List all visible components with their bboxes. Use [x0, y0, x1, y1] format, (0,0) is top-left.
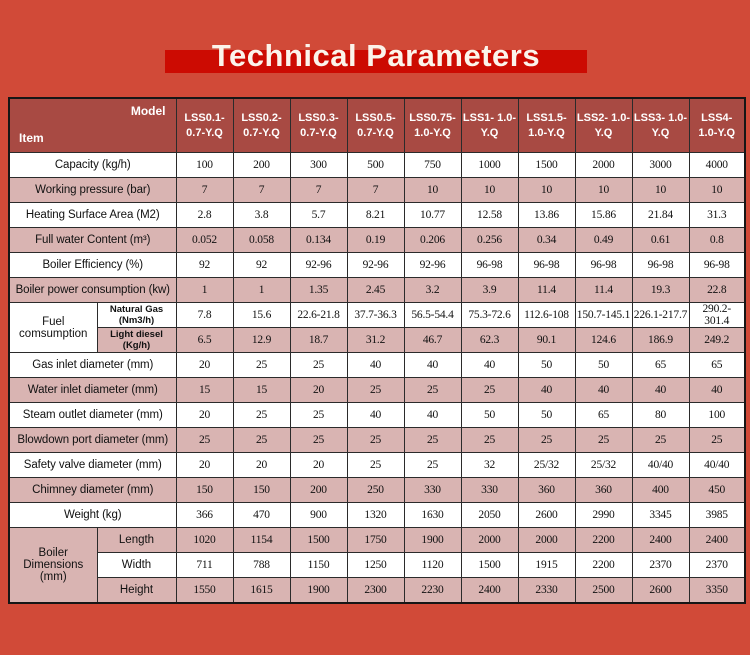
table-cell: 25/32 — [575, 453, 632, 478]
group-row-label: Boiler Dimensions (mm) — [9, 528, 97, 604]
table-cell: 1615 — [233, 578, 290, 604]
sub-row-label: Height — [97, 578, 176, 604]
table-cell: 15 — [176, 378, 233, 403]
header-row — [9, 98, 745, 153]
table-cell: 186.9 — [632, 328, 689, 353]
column-header: LSS0.3- 0.7-Y.Q — [290, 98, 347, 153]
table-cell: 92 — [233, 253, 290, 278]
table-cell: 1900 — [404, 528, 461, 553]
table-cell: 7 — [290, 178, 347, 203]
table-cell: 0.8 — [689, 228, 745, 253]
table-cell: 2500 — [575, 578, 632, 604]
row-label: Chimney diameter (mm) — [9, 478, 176, 503]
table-cell: 0.206 — [404, 228, 461, 253]
table-cell: 226.1-217.7 — [632, 303, 689, 328]
table-cell: 1750 — [347, 528, 404, 553]
table-row — [9, 353, 745, 378]
table-cell: 1000 — [461, 153, 518, 178]
table-cell: 112.6-108 — [518, 303, 575, 328]
table-cell: 25 — [632, 428, 689, 453]
table-cell: 50 — [518, 353, 575, 378]
table-cell: 25 — [347, 378, 404, 403]
table-cell: 2370 — [689, 553, 745, 578]
table-cell: 25 — [233, 403, 290, 428]
table-cell: 20 — [290, 378, 347, 403]
table-cell: 75.3-72.6 — [461, 303, 518, 328]
table-cell: 21.84 — [632, 203, 689, 228]
table-row — [9, 453, 745, 478]
table-cell: 470 — [233, 503, 290, 528]
table-cell: 2300 — [347, 578, 404, 604]
table-cell: 25 — [461, 428, 518, 453]
table-cell: 2600 — [632, 578, 689, 604]
table-cell: 249.2 — [689, 328, 745, 353]
table-cell: 1 — [233, 278, 290, 303]
page-title: Technical Parameters — [211, 38, 541, 73]
table-cell: 25 — [575, 428, 632, 453]
table-cell: 2000 — [461, 528, 518, 553]
table-cell: 2400 — [461, 578, 518, 604]
table-cell: 400 — [632, 478, 689, 503]
corner-model-label: Model — [130, 104, 166, 118]
table-cell: 40 — [518, 378, 575, 403]
table-cell: 150 — [176, 478, 233, 503]
table-cell: 15.6 — [233, 303, 290, 328]
table-cell: 40 — [347, 353, 404, 378]
table-cell: 200 — [290, 478, 347, 503]
table-cell: 20 — [176, 453, 233, 478]
table-cell: 25 — [347, 428, 404, 453]
table-cell: 25 — [176, 428, 233, 453]
table-cell: 1630 — [404, 503, 461, 528]
table-cell: 788 — [233, 553, 290, 578]
table-cell: 1154 — [233, 528, 290, 553]
table-cell: 450 — [689, 478, 745, 503]
table-cell: 1915 — [518, 553, 575, 578]
table-cell: 1500 — [290, 528, 347, 553]
table-cell: 7 — [347, 178, 404, 203]
table-cell: 5.7 — [290, 203, 347, 228]
row-label: Water inlet diameter (mm) — [9, 378, 176, 403]
table-cell: 12.9 — [233, 328, 290, 353]
table-cell: 25 — [290, 403, 347, 428]
table-cell: 25 — [689, 428, 745, 453]
table-cell: 25 — [290, 353, 347, 378]
table-cell: 7.8 — [176, 303, 233, 328]
table-cell: 2400 — [632, 528, 689, 553]
table-cell: 3.2 — [404, 278, 461, 303]
table-cell: 25 — [518, 428, 575, 453]
table-cell: 31.2 — [347, 328, 404, 353]
table-cell: 25 — [347, 453, 404, 478]
table-cell: 92 — [176, 253, 233, 278]
table-cell: 65 — [575, 403, 632, 428]
table-cell: 2330 — [518, 578, 575, 604]
table-cell: 40 — [404, 353, 461, 378]
table-row — [9, 478, 745, 503]
table-cell: 40/40 — [689, 453, 745, 478]
column-header: LSS2- 1.0-Y.Q — [575, 98, 632, 153]
table-cell: 11.4 — [575, 278, 632, 303]
table-row — [9, 328, 745, 353]
table-cell: 96-98 — [689, 253, 745, 278]
table-cell: 3.8 — [233, 203, 290, 228]
sub-row-label: Light diesel (Kg/h) — [97, 328, 176, 353]
column-header: LSS4- 1.0-Y.Q — [689, 98, 745, 153]
table-cell: 3.9 — [461, 278, 518, 303]
table-cell: 1.35 — [290, 278, 347, 303]
table-cell: 200 — [233, 153, 290, 178]
table-cell: 1550 — [176, 578, 233, 604]
row-label: Safety valve diameter (mm) — [9, 453, 176, 478]
table-cell: 96-98 — [575, 253, 632, 278]
table-cell: 20 — [176, 353, 233, 378]
table-cell: 50 — [518, 403, 575, 428]
table-cell: 25 — [290, 428, 347, 453]
table-cell: 2230 — [404, 578, 461, 604]
table-cell: 96-98 — [518, 253, 575, 278]
table-cell: 0.052 — [176, 228, 233, 253]
table-cell: 100 — [689, 403, 745, 428]
table-cell: 10 — [575, 178, 632, 203]
table-cell: 56.5-54.4 — [404, 303, 461, 328]
table-cell: 330 — [461, 478, 518, 503]
table-cell: 25/32 — [518, 453, 575, 478]
table-cell: 80 — [632, 403, 689, 428]
table-cell: 25 — [233, 428, 290, 453]
table-cell: 92-96 — [290, 253, 347, 278]
table-cell: 1250 — [347, 553, 404, 578]
table-cell: 40 — [689, 378, 745, 403]
row-label: Gas inlet diameter (mm) — [9, 353, 176, 378]
table-cell: 65 — [689, 353, 745, 378]
sub-row-label: Natural Gas (Nm3/h) — [97, 303, 176, 328]
table-cell: 12.58 — [461, 203, 518, 228]
table-cell: 19.3 — [632, 278, 689, 303]
table-cell: 2200 — [575, 528, 632, 553]
table-cell: 3985 — [689, 503, 745, 528]
table-cell: 7 — [233, 178, 290, 203]
table-cell: 40 — [632, 378, 689, 403]
sub-row-label: Length — [97, 528, 176, 553]
table-cell: 90.1 — [518, 328, 575, 353]
table-cell: 0.34 — [518, 228, 575, 253]
column-header: LSS0.2- 0.7-Y.Q — [233, 98, 290, 153]
table-cell: 7 — [176, 178, 233, 203]
table-cell: 20 — [290, 453, 347, 478]
table-row — [9, 303, 745, 328]
table-cell: 10.77 — [404, 203, 461, 228]
table-cell: 25 — [404, 428, 461, 453]
table-cell: 10 — [461, 178, 518, 203]
table-cell: 1500 — [461, 553, 518, 578]
corner-item-label: Item — [19, 131, 44, 145]
table-cell: 1120 — [404, 553, 461, 578]
table-cell: 1 — [176, 278, 233, 303]
table-cell: 40 — [347, 403, 404, 428]
parameters-table-container — [8, 97, 746, 604]
table-row — [9, 228, 745, 253]
row-label: Working pressure (bar) — [9, 178, 176, 203]
table-cell: 2050 — [461, 503, 518, 528]
table-cell: 0.49 — [575, 228, 632, 253]
row-label: Weight (kg) — [9, 503, 176, 528]
row-label: Boiler power consumption (kw) — [9, 278, 176, 303]
table-row — [9, 378, 745, 403]
table-cell: 366 — [176, 503, 233, 528]
table-cell: 150.7-145.1 — [575, 303, 632, 328]
table-cell: 711 — [176, 553, 233, 578]
table-cell: 3350 — [689, 578, 745, 604]
table-cell: 11.4 — [518, 278, 575, 303]
corner-header-cell — [9, 98, 176, 153]
table-cell: 37.7-36.3 — [347, 303, 404, 328]
table-cell: 2000 — [518, 528, 575, 553]
table-cell: 360 — [518, 478, 575, 503]
table-cell: 1320 — [347, 503, 404, 528]
table-cell: 40 — [575, 378, 632, 403]
table-cell: 900 — [290, 503, 347, 528]
table-cell: 10 — [632, 178, 689, 203]
table-cell: 2.8 — [176, 203, 233, 228]
table-cell: 22.6-21.8 — [290, 303, 347, 328]
table-cell: 20 — [233, 453, 290, 478]
table-cell: 1900 — [290, 578, 347, 604]
table-cell: 2200 — [575, 553, 632, 578]
table-cell: 330 — [404, 478, 461, 503]
row-label: Blowdown port diameter (mm) — [9, 428, 176, 453]
table-row — [9, 428, 745, 453]
table-body — [9, 153, 745, 604]
table-cell: 65 — [632, 353, 689, 378]
column-header: LSS0.75- 1.0-Y.Q — [404, 98, 461, 153]
table-cell: 150 — [233, 478, 290, 503]
title-banner — [165, 38, 587, 73]
column-header: LSS3- 1.0-Y.Q — [632, 98, 689, 153]
table-cell: 124.6 — [575, 328, 632, 353]
table-cell: 18.7 — [290, 328, 347, 353]
table-cell: 2370 — [632, 553, 689, 578]
table-cell: 3000 — [632, 153, 689, 178]
table-cell: 0.256 — [461, 228, 518, 253]
table-cell: 4000 — [689, 153, 745, 178]
table-cell: 40 — [404, 403, 461, 428]
table-cell: 100 — [176, 153, 233, 178]
table-cell: 2.45 — [347, 278, 404, 303]
table-cell: 300 — [290, 153, 347, 178]
table-row — [9, 153, 745, 178]
table-row — [9, 178, 745, 203]
table-cell: 1500 — [518, 153, 575, 178]
table-cell: 750 — [404, 153, 461, 178]
table-cell: 0.61 — [632, 228, 689, 253]
table-cell: 25 — [233, 353, 290, 378]
table-cell: 50 — [575, 353, 632, 378]
row-label: Steam outlet diameter (mm) — [9, 403, 176, 428]
table-cell: 10 — [404, 178, 461, 203]
row-label: Full water Content (m³) — [9, 228, 176, 253]
table-row — [9, 253, 745, 278]
table-row — [9, 503, 745, 528]
row-label: Heating Surface Area (M2) — [9, 203, 176, 228]
table-cell: 62.3 — [461, 328, 518, 353]
table-cell: 46.7 — [404, 328, 461, 353]
table-row — [9, 203, 745, 228]
table-row — [9, 578, 745, 604]
table-cell: 500 — [347, 153, 404, 178]
table-cell: 10 — [518, 178, 575, 203]
table-cell: 96-98 — [461, 253, 518, 278]
row-label: Boiler Efficiency (%) — [9, 253, 176, 278]
table-cell: 13.86 — [518, 203, 575, 228]
column-header: LSS0.1- 0.7-Y.Q — [176, 98, 233, 153]
column-header: LSS1- 1.0-Y.Q — [461, 98, 518, 153]
table-cell: 25 — [404, 453, 461, 478]
table-cell: 250 — [347, 478, 404, 503]
table-cell: 50 — [461, 403, 518, 428]
table-cell: 22.8 — [689, 278, 745, 303]
table-cell: 8.21 — [347, 203, 404, 228]
table-cell: 15 — [233, 378, 290, 403]
table-cell: 2600 — [518, 503, 575, 528]
table-cell: 0.058 — [233, 228, 290, 253]
table-cell: 0.134 — [290, 228, 347, 253]
table-cell: 2400 — [689, 528, 745, 553]
sub-row-label: Width — [97, 553, 176, 578]
technical-parameters-table — [8, 97, 746, 604]
table-cell: 25 — [461, 378, 518, 403]
group-row-label: Fuel comsumption — [9, 303, 97, 353]
table-row — [9, 528, 745, 553]
table-row — [9, 403, 745, 428]
table-row — [9, 278, 745, 303]
table-cell: 31.3 — [689, 203, 745, 228]
table-cell: 40/40 — [632, 453, 689, 478]
table-cell: 15.86 — [575, 203, 632, 228]
table-cell: 1020 — [176, 528, 233, 553]
table-cell: 360 — [575, 478, 632, 503]
column-header: LSS1.5- 1.0-Y.Q — [518, 98, 575, 153]
table-cell: 96-98 — [632, 253, 689, 278]
table-cell: 6.5 — [176, 328, 233, 353]
table-cell: 40 — [461, 353, 518, 378]
table-cell: 92-96 — [347, 253, 404, 278]
table-cell: 20 — [176, 403, 233, 428]
table-cell: 92-96 — [404, 253, 461, 278]
table-cell: 10 — [689, 178, 745, 203]
column-header: LSS0.5- 0.7-Y.Q — [347, 98, 404, 153]
table-cell: 2000 — [575, 153, 632, 178]
table-cell: 1150 — [290, 553, 347, 578]
table-row — [9, 553, 745, 578]
table-cell: 3345 — [632, 503, 689, 528]
table-cell: 2990 — [575, 503, 632, 528]
table-cell: 0.19 — [347, 228, 404, 253]
table-cell: 32 — [461, 453, 518, 478]
row-label: Capacity (kg/h) — [9, 153, 176, 178]
table-cell: 290.2-301.4 — [689, 303, 745, 328]
table-cell: 25 — [404, 378, 461, 403]
